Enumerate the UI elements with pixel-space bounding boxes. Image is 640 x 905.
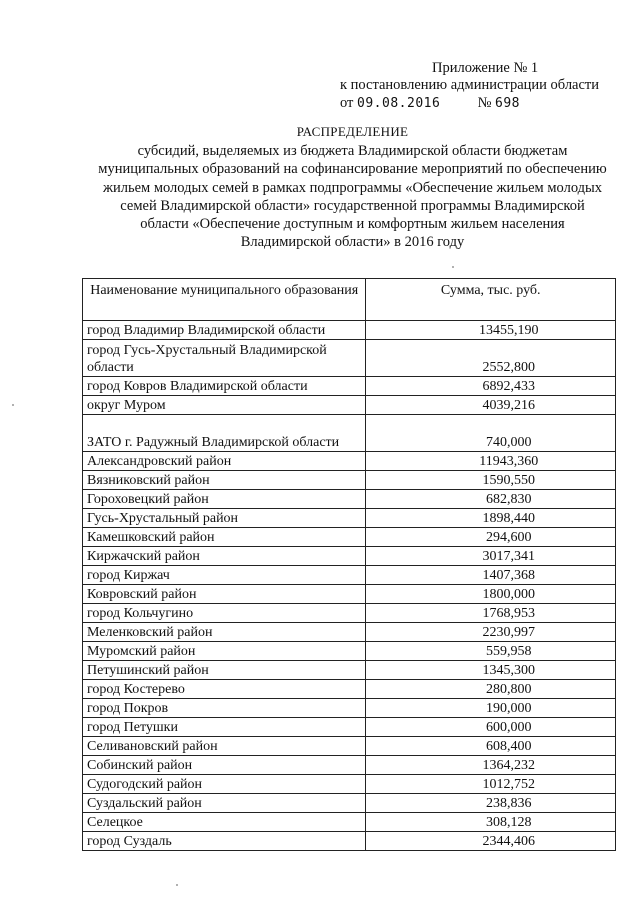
- table-body: [83, 321, 616, 851]
- header-amount: Сумма, тыс. руб.: [366, 279, 616, 321]
- subsidy-amount: 1407,368: [366, 566, 616, 585]
- municipality-name: Меленковский район: [83, 623, 366, 642]
- table-row: [83, 585, 616, 604]
- municipality-name: Киржачский район: [83, 547, 366, 566]
- table-row: [83, 813, 616, 832]
- municipality-name: город Костерево: [83, 680, 366, 699]
- municipality-name: город Владимир Владимирской области: [83, 321, 366, 340]
- subsidy-amount: 4039,216: [366, 396, 616, 415]
- municipality-name: Судогодский район: [83, 775, 366, 794]
- subsidy-amount: 1364,232: [366, 756, 616, 775]
- date-prefix: от: [340, 95, 354, 111]
- heading-line: области «Обеспечение доступным и комфортным жильем населения: [140, 216, 565, 233]
- subsidy-amount: 308,128: [366, 813, 616, 832]
- subsidy-amount: 1800,000: [366, 585, 616, 604]
- subsidy-amount: 2230,997: [366, 623, 616, 642]
- municipality-name: Гороховецкий район: [83, 490, 366, 509]
- appendix-reference: к постановлению администрации области: [340, 77, 600, 93]
- table-row: [83, 775, 616, 794]
- subsidy-amount: 190,000: [366, 699, 616, 718]
- table-row: [83, 642, 616, 661]
- scan-speck: [12, 404, 14, 406]
- municipality-name: Селивановский район: [83, 737, 366, 756]
- subsidy-amount: 1768,953: [366, 604, 616, 623]
- document-title: РАСПРЕДЕЛЕНИЕ: [296, 124, 409, 139]
- number-prefix: №: [477, 95, 492, 111]
- municipality-name: город Ковров Владимирской области: [83, 377, 366, 396]
- table-row: [83, 452, 616, 471]
- municipality-name: город Кольчугино: [83, 604, 366, 623]
- table-row: [83, 718, 616, 737]
- heading-line: семей Владимирской области» государственной программы Владимирской: [120, 197, 585, 214]
- subsidy-amount: 559,958: [366, 642, 616, 661]
- table-row: [83, 396, 616, 415]
- subsidy-amount: 740,000: [366, 415, 616, 452]
- municipality-name: Гусь-Хрустальный район: [83, 509, 366, 528]
- municipality-name: город Покров: [83, 699, 366, 718]
- subsidy-amount: 6892,433: [366, 377, 616, 396]
- subsidy-amount: 2344,406: [366, 832, 616, 851]
- table-row: [83, 490, 616, 509]
- municipality-name: Селецкое: [83, 813, 366, 832]
- table-row: [83, 699, 616, 718]
- municipality-name: Камешковский район: [83, 528, 366, 547]
- subsidy-amount: 1012,752: [366, 775, 616, 794]
- subsidy-amount: 11943,360: [366, 452, 616, 471]
- appendix-date-line: [340, 95, 630, 112]
- subsidy-amount: 280,800: [366, 680, 616, 699]
- municipality-name: Ковровский район: [83, 585, 366, 604]
- appendix-block: [340, 60, 630, 112]
- table-row: [83, 680, 616, 699]
- municipality-name: Муромский район: [83, 642, 366, 661]
- table-row: [83, 509, 616, 528]
- table-row: [83, 661, 616, 680]
- subsidy-amount: 13455,190: [366, 321, 616, 340]
- table-row: [83, 832, 616, 851]
- distribution-table: [82, 278, 616, 851]
- municipality-name: Петушинский район: [83, 661, 366, 680]
- municipality-name: город Киржач: [83, 566, 366, 585]
- table-row: [83, 566, 616, 585]
- subsidy-amount: 2552,800: [366, 340, 616, 377]
- subsidy-amount: 608,400: [366, 737, 616, 756]
- header-municipality: Наименование муниципального образования: [83, 279, 366, 321]
- heading-line: муниципальных образований на софинансирование мероприятий по обеспечению: [98, 161, 607, 178]
- municipality-name: город Гусь-Хрустальный Владимирской области: [83, 340, 366, 377]
- appendix-title: Приложение № 1: [432, 60, 539, 76]
- municipality-name: Вязниковский район: [83, 471, 366, 490]
- subsidy-amount: 1898,440: [366, 509, 616, 528]
- table-row: [83, 756, 616, 775]
- subsidy-amount: 238,836: [366, 794, 616, 813]
- subsidy-amount: 294,600: [366, 528, 616, 547]
- municipality-name: Суздальский район: [83, 794, 366, 813]
- table-row: [83, 604, 616, 623]
- decree-date: 09.08.2016: [357, 96, 441, 111]
- table-row: [83, 794, 616, 813]
- table-row: [83, 737, 616, 756]
- subsidy-amount: 1590,550: [366, 471, 616, 490]
- scan-speck: [176, 884, 178, 886]
- document-heading: [80, 123, 625, 251]
- scan-speck: [452, 266, 454, 268]
- municipality-name: ЗАТО г. Радужный Владимирской области: [83, 415, 366, 452]
- table-row: [83, 415, 616, 452]
- heading-line: жильем молодых семей в рамках подпрограммы «Обеспечение жильем молодых: [102, 179, 603, 196]
- municipality-name: Собинский район: [83, 756, 366, 775]
- municipality-name: округ Муром: [83, 396, 366, 415]
- subsidy-amount: 1345,300: [366, 661, 616, 680]
- table-row: [83, 321, 616, 340]
- table-row: [83, 547, 616, 566]
- table-header-row: [83, 279, 616, 321]
- table-row: [83, 340, 616, 377]
- subsidy-amount: 600,000: [366, 718, 616, 737]
- subsidy-amount: 3017,341: [366, 547, 616, 566]
- municipality-name: город Петушки: [83, 718, 366, 737]
- table-row: [83, 623, 616, 642]
- table-row: [83, 528, 616, 547]
- table-row: [83, 377, 616, 396]
- heading-line: Владимирской области» в 2016 году: [240, 234, 465, 251]
- table-row: [83, 471, 616, 490]
- decree-number: 698: [495, 96, 521, 111]
- subsidy-amount: 682,830: [366, 490, 616, 509]
- municipality-name: Александровский район: [83, 452, 366, 471]
- municipality-name: город Суздаль: [83, 832, 366, 851]
- heading-line: субсидий, выделяемых из бюджета Владимирской области бюджетам: [137, 143, 568, 160]
